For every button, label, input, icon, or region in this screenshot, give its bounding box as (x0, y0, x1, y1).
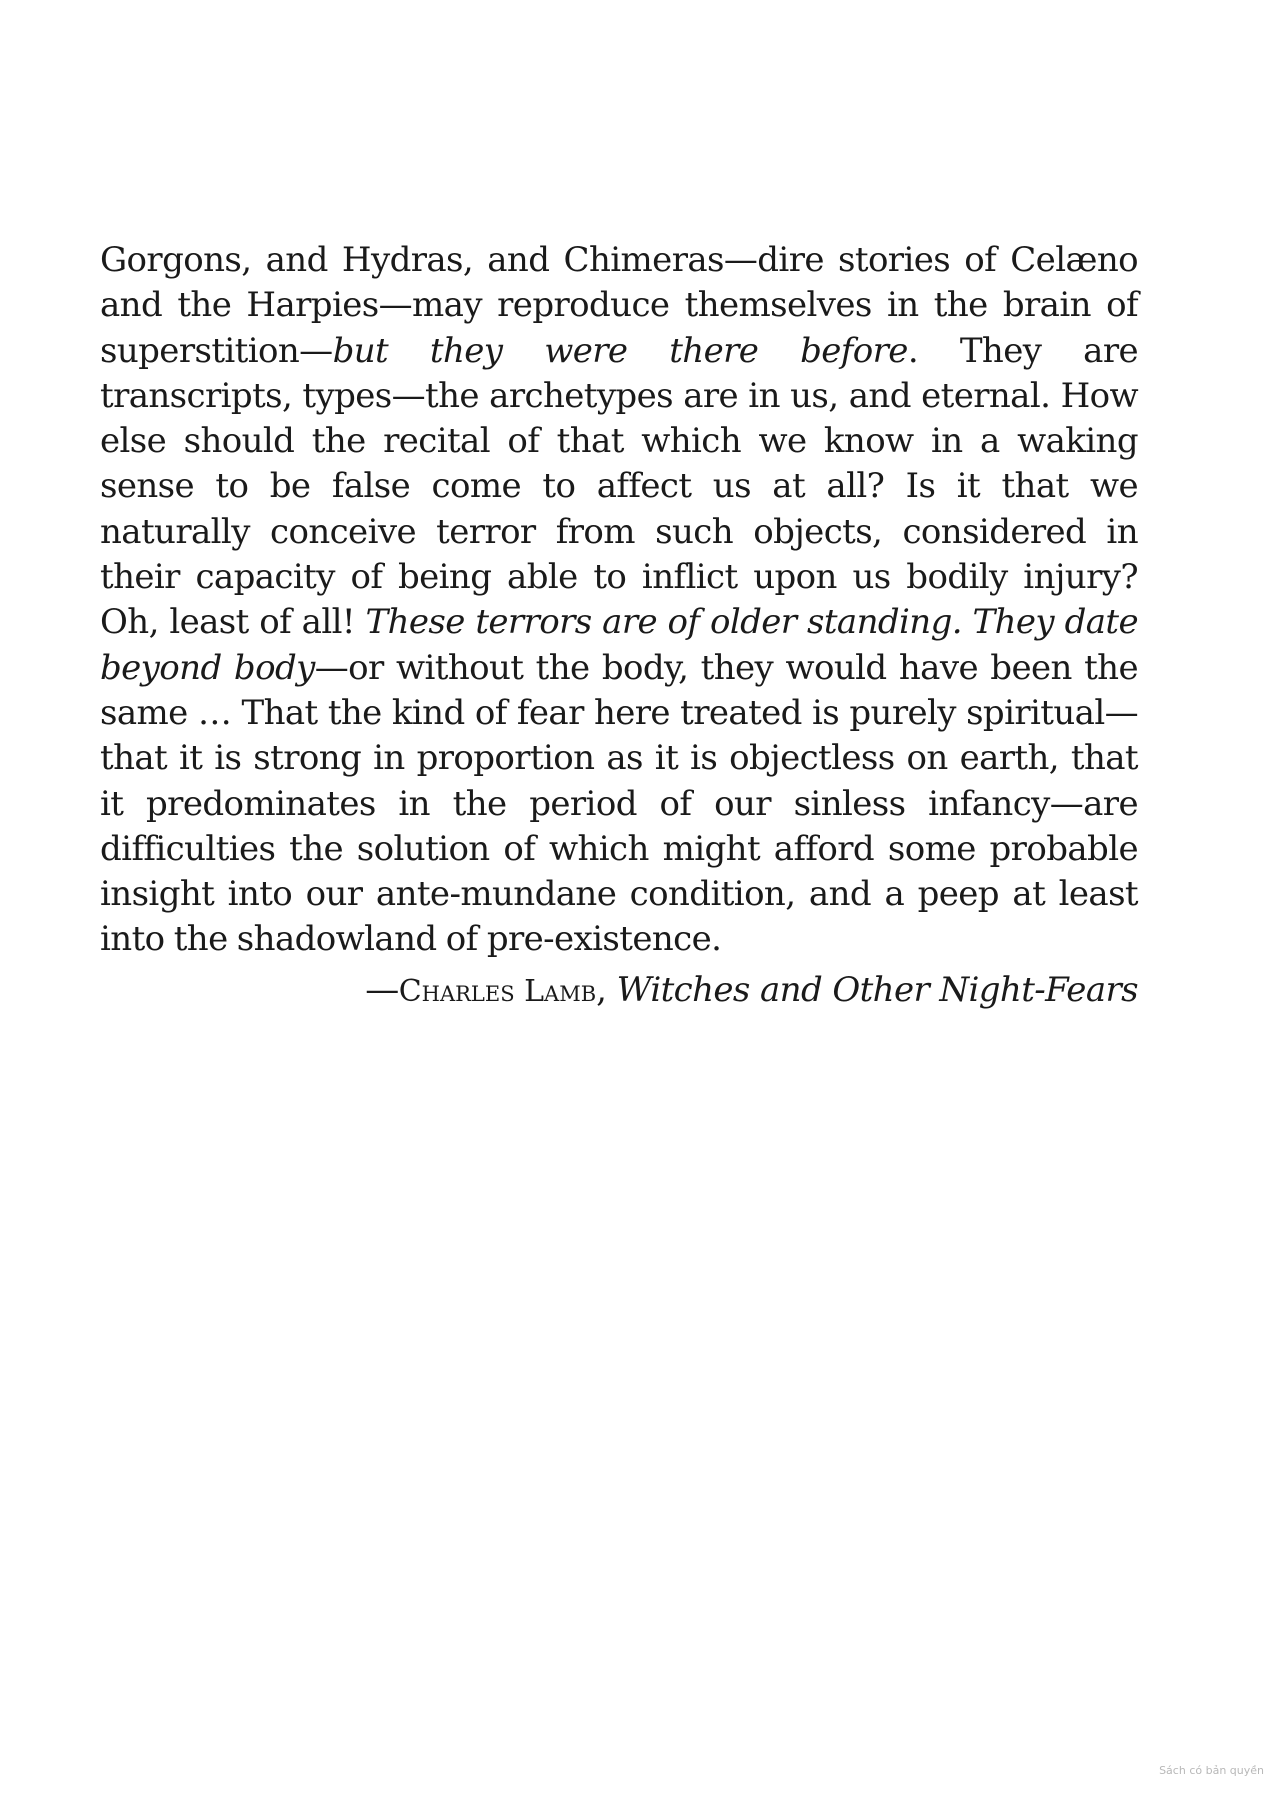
quote-segment-3: . They are transcripts, types—the archetypes are in us, and eternal. How else should the recital of that which we know in a waking sense to be false come to affect us at all? Is it that we naturally conceive terror from such objects, considered in their capacity of being able to inflict upon us bodily injury? Oh, least of all! (100, 330, 1138, 643)
epigraph-quote (100, 238, 1138, 963)
attribution-separator: , (596, 969, 617, 1010)
epigraph (100, 238, 1138, 1014)
attribution-work-title: Witches and Other Night-Fears (616, 969, 1138, 1010)
epigraph-attribution (100, 968, 1138, 1014)
quote-segment-4-italic: These terrors are of older standing. They date beyond body (100, 602, 1139, 688)
quote-segment-1: Gorgons, and Hydras, and Chimeras—dire stories of Celæno and the Harpies—may reproduce themselves in the brain of superstition— (100, 240, 1138, 371)
attribution-author: Charles Lamb (398, 973, 597, 1009)
copyright-watermark: Sách có bản quyền (1159, 1764, 1264, 1777)
quote-segment-5: —or without the body, they would have been the same … That the kind of fear here treated is purely spiritual—that it is strong in proportion as it is objectless on earth, that it predominates in the period of our sinless infancy—are difficulties the solution of which might afford some probable insight into our ante-mundane condition, and a peep at least into the shadowland of pre-existence. (100, 647, 1138, 960)
quote-segment-2-italic: but they were there before (332, 330, 908, 371)
attribution-dash: — (365, 969, 399, 1010)
